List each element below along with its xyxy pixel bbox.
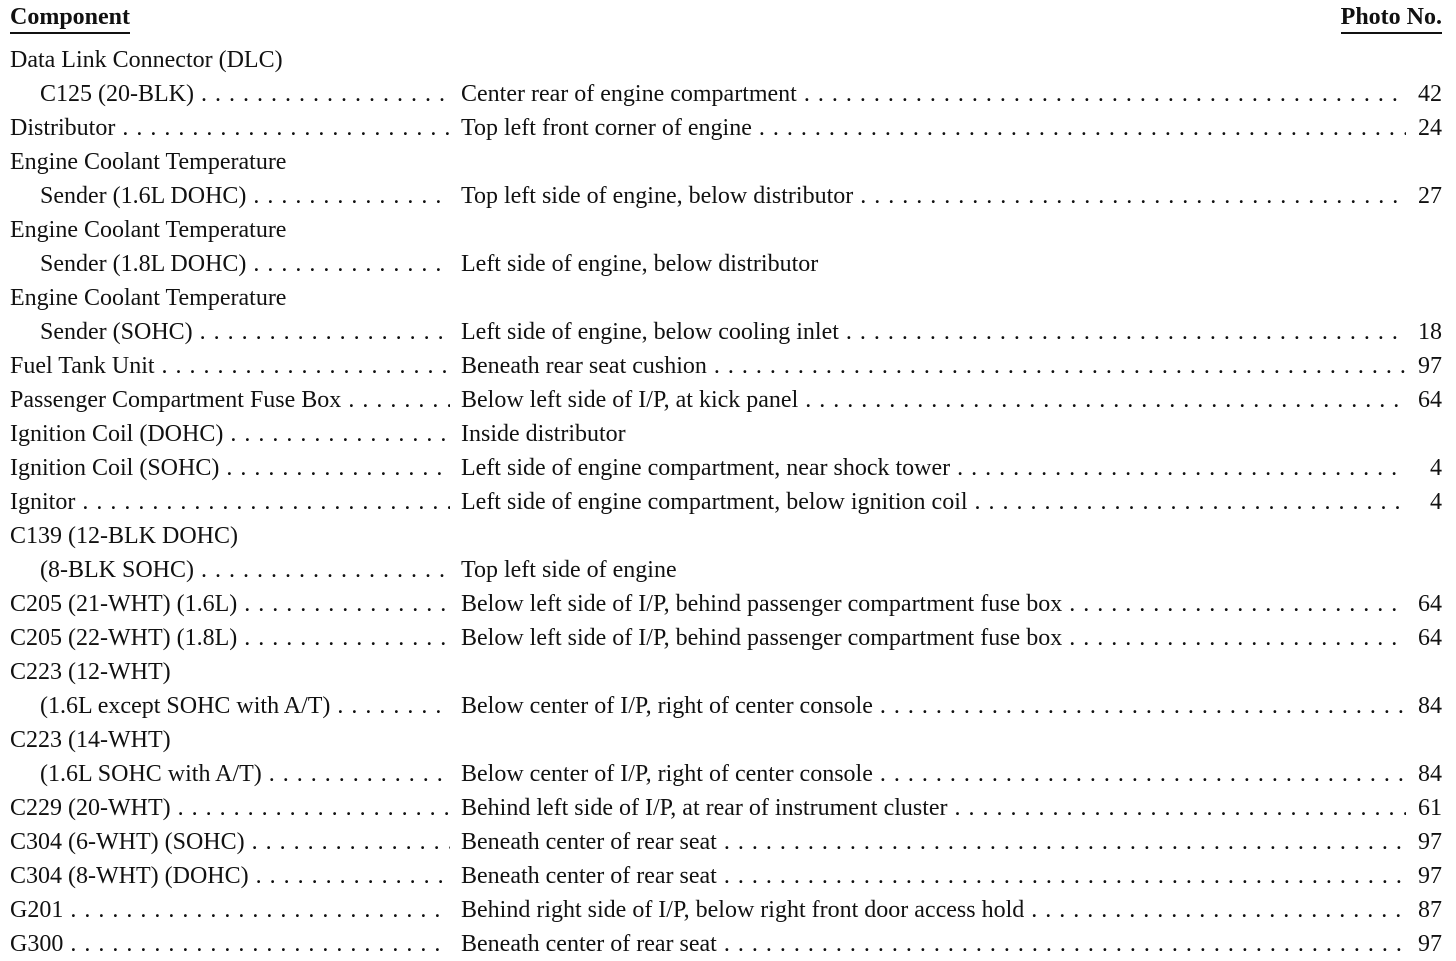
- table-row: [0, 723, 1456, 757]
- component-name: Sender (SOHC) . . .: [40, 315, 450, 349]
- photo-number: 18: [1406, 315, 1442, 349]
- photo-number: 97: [1406, 859, 1442, 893]
- component-name: C205 (22-WHT) (1.8L) . . .: [10, 621, 450, 655]
- component-location: Beneath center of rear seat . . .: [461, 825, 1416, 859]
- component-location: Below center of I/P, right of center console . . .: [461, 757, 1416, 791]
- component-location: Top left side of engine, below distributor . . .: [461, 179, 1416, 213]
- component-name: Data Link Connector (DLC): [10, 47, 283, 73]
- component-name: C229 (20-WHT) . . .: [10, 791, 450, 825]
- table-row: [0, 349, 1456, 383]
- table-row: [0, 43, 1456, 77]
- component-location: Left side of engine, below cooling inlet . . .: [461, 315, 1416, 349]
- component-name: Passenger Compartment Fuse Box . . .: [10, 383, 450, 417]
- component-location: Behind right side of I/P, below right front door access hold . . .: [461, 893, 1416, 927]
- component-name: Distributor . . .: [10, 111, 450, 145]
- photo-number: 27: [1406, 179, 1442, 213]
- component-name: (1.6L SOHC with A/T) . . .: [40, 757, 450, 791]
- photo-number: 42: [1406, 77, 1442, 111]
- component-name: Engine Coolant Temperature: [10, 217, 287, 243]
- component-name: Fuel Tank Unit . . .: [10, 349, 450, 383]
- photo-number: 64: [1406, 383, 1442, 417]
- table-row: [0, 111, 1456, 145]
- table-row: [0, 655, 1456, 689]
- photo-number: 97: [1406, 349, 1442, 383]
- component-name: C125 (20-BLK) . . .: [40, 77, 450, 111]
- component-name: C205 (21-WHT) (1.6L) . . .: [10, 587, 450, 621]
- component-name: Engine Coolant Temperature: [10, 285, 287, 311]
- photo-number: 4: [1406, 485, 1442, 519]
- table-row: [0, 927, 1456, 961]
- component-name: Engine Coolant Temperature: [10, 149, 287, 175]
- table-row: [0, 247, 1456, 281]
- component-location: Below left side of I/P, behind passenger compartment fuse box . . .: [461, 621, 1416, 655]
- table-row: [0, 757, 1456, 791]
- table-row: [0, 587, 1456, 621]
- table-row: [0, 553, 1456, 587]
- component-location: Inside distributor: [461, 421, 626, 447]
- photo-number: 64: [1406, 621, 1442, 655]
- photo-number: 24: [1406, 111, 1442, 145]
- table-row: [0, 859, 1456, 893]
- component-name: (1.6L except SOHC with A/T) . . .: [40, 689, 450, 723]
- component-name: G300 . . .: [10, 927, 450, 961]
- component-name: C304 (6-WHT) (SOHC) . . .: [10, 825, 450, 859]
- table-row: [0, 689, 1456, 723]
- component-column-header: Component: [10, 2, 130, 34]
- component-table: [0, 43, 1456, 961]
- component-name: C139 (12-BLK DOHC): [10, 523, 238, 549]
- table-row: [0, 791, 1456, 825]
- table-row: [0, 621, 1456, 655]
- component-location: Left side of engine compartment, near shock tower . . .: [461, 451, 1416, 485]
- component-location: Beneath center of rear seat . . .: [461, 927, 1416, 961]
- table-row: [0, 145, 1456, 179]
- photo-no-column-header: Photo No.: [1341, 2, 1442, 34]
- photo-number: 61: [1406, 791, 1442, 825]
- photo-number: 4: [1406, 451, 1442, 485]
- table-row: [0, 383, 1456, 417]
- table-row: [0, 213, 1456, 247]
- table-row: [0, 825, 1456, 859]
- component-location: Below center of I/P, right of center console . . .: [461, 689, 1416, 723]
- component-name: (8-BLK SOHC) . . .: [40, 553, 450, 587]
- component-location: Beneath rear seat cushion . . .: [461, 349, 1416, 383]
- component-name: G201 . . .: [10, 893, 450, 927]
- component-name: C223 (12-WHT): [10, 659, 171, 685]
- photo-number: 97: [1406, 927, 1442, 961]
- table-row: [0, 519, 1456, 553]
- table-row: [0, 281, 1456, 315]
- component-location: Beneath center of rear seat . . .: [461, 859, 1416, 893]
- component-location: Behind left side of I/P, at rear of instrument cluster . . .: [461, 791, 1416, 825]
- table-row: [0, 451, 1456, 485]
- component-name: Sender (1.8L DOHC) . . .: [40, 247, 450, 281]
- component-name: Sender (1.6L DOHC) . . .: [40, 179, 450, 213]
- component-name: C304 (8-WHT) (DOHC) . . .: [10, 859, 450, 893]
- photo-number: 84: [1406, 689, 1442, 723]
- component-location: Top left side of engine: [461, 557, 677, 583]
- component-name: C223 (14-WHT): [10, 727, 171, 753]
- table-row: [0, 315, 1456, 349]
- table-row: [0, 417, 1456, 451]
- table-row: [0, 179, 1456, 213]
- component-name: Ignitor . . .: [10, 485, 450, 519]
- photo-number: 87: [1406, 893, 1442, 927]
- component-name: Ignition Coil (SOHC) . . .: [10, 451, 450, 485]
- component-location: Below left side of I/P, at kick panel . . .: [461, 383, 1416, 417]
- table-row: [0, 485, 1456, 519]
- table-row: [0, 893, 1456, 927]
- photo-number: 84: [1406, 757, 1442, 791]
- table-row: [0, 77, 1456, 111]
- photo-number: 64: [1406, 587, 1442, 621]
- component-name: Ignition Coil (DOHC) . . .: [10, 417, 450, 451]
- component-location: Center rear of engine compartment . . .: [461, 77, 1416, 111]
- component-location: Top left front corner of engine . . .: [461, 111, 1416, 145]
- component-location: Left side of engine, below distributor: [461, 251, 819, 277]
- photo-number: 97: [1406, 825, 1442, 859]
- component-location: Left side of engine compartment, below ignition coil . . .: [461, 485, 1416, 519]
- component-location: Below left side of I/P, behind passenger compartment fuse box . . .: [461, 587, 1416, 621]
